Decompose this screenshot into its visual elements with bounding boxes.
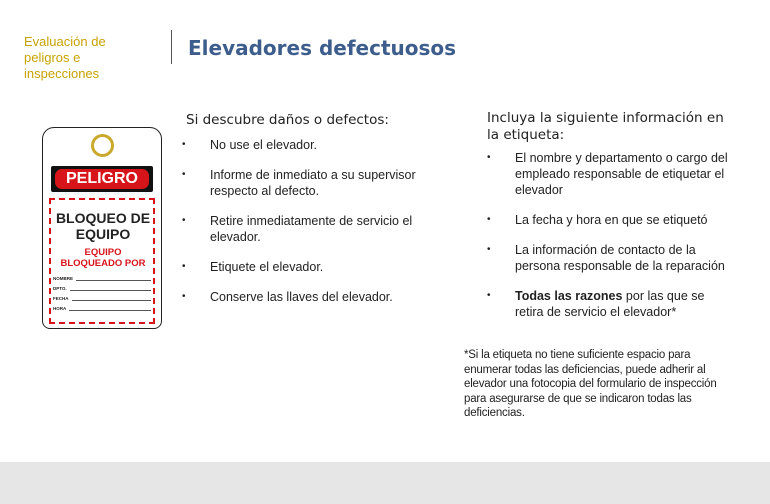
list-item [178,137,436,153]
tag-field-label: FECHA [53,296,69,301]
tag-field-date [53,296,151,301]
left-column-heading: Si descubre daños o defectos: [186,112,389,128]
tag-field-dept [53,286,151,291]
list-item-text: La información de contacto de la persona responsable de la reparación [515,243,725,273]
tag-hole-icon [91,134,114,157]
bullet-icon: • [182,261,186,272]
list-item [178,167,436,199]
tag-field-name [53,276,151,281]
bullet-icon: • [182,169,186,180]
list-item [178,259,436,275]
list-item-text: No use el elevador. [210,138,318,152]
list-item [483,150,733,198]
bullet-icon: • [182,215,186,226]
right-bullet-list [483,150,733,320]
tag-lockout-label: BLOQUEO DE EQUIPO [55,210,151,242]
bullet-icon: • [182,291,186,302]
list-item [483,242,733,274]
list-item [178,213,436,245]
list-item-text: por las que se retira de servicio el elevador* [515,289,705,319]
left-bullet-list [178,137,436,305]
page-title: Elevadores defectuosos [188,36,457,60]
header-divider [171,30,172,64]
bullet-icon: • [487,152,491,163]
bullet-icon: • [182,139,186,150]
bullet-icon: • [487,214,491,225]
list-item [483,288,733,320]
bullet-icon: • [487,290,491,301]
tag-equipment-label: EQUIPO BLOQUEADO POR [60,247,146,269]
footer-bar [0,462,770,504]
right-column-heading: Incluya la siguiente información en la etiqueta: [487,110,724,143]
list-item-text: La fecha y hora en que se etiquetó [515,213,708,227]
list-item [178,289,436,305]
bullet-icon: • [487,244,491,255]
list-item-text: El nombre y departamento o cargo del empleado responsable de etiquetar el elevador [515,151,728,197]
list-item-text: Conserve las llaves del elevador. [210,290,393,304]
list-item-emphasis: Todas las razones [515,289,623,303]
footnote: *Si la etiqueta no tiene suficiente espacio para enumerar todas las deficiencias, puede adherir al elevador una fotocopia del formulario de inspección para asegurarse de que se indicaron todas las deficiencias. [464,349,717,419]
tag-danger-header [51,166,153,192]
tag-danger-label: PELIGRO [55,169,149,189]
tag-frame [49,198,155,324]
tag-field-label: NOMBRE [53,276,73,281]
list-item-text: Informe de inmediato a su supervisor respecto al defecto. [210,168,416,198]
list-item-text: Etiquete el elevador. [210,260,324,274]
lockout-tag-image [42,127,162,329]
section-label: Evaluación de peligros e inspecciones [24,34,106,81]
list-item-text: Retire inmediatamente de servicio el elevador. [210,214,413,244]
tag-field-time [53,306,151,311]
tag-field-label: DPTO. [53,286,67,291]
list-item [483,212,733,228]
tag-field-label: HORA [53,306,67,311]
